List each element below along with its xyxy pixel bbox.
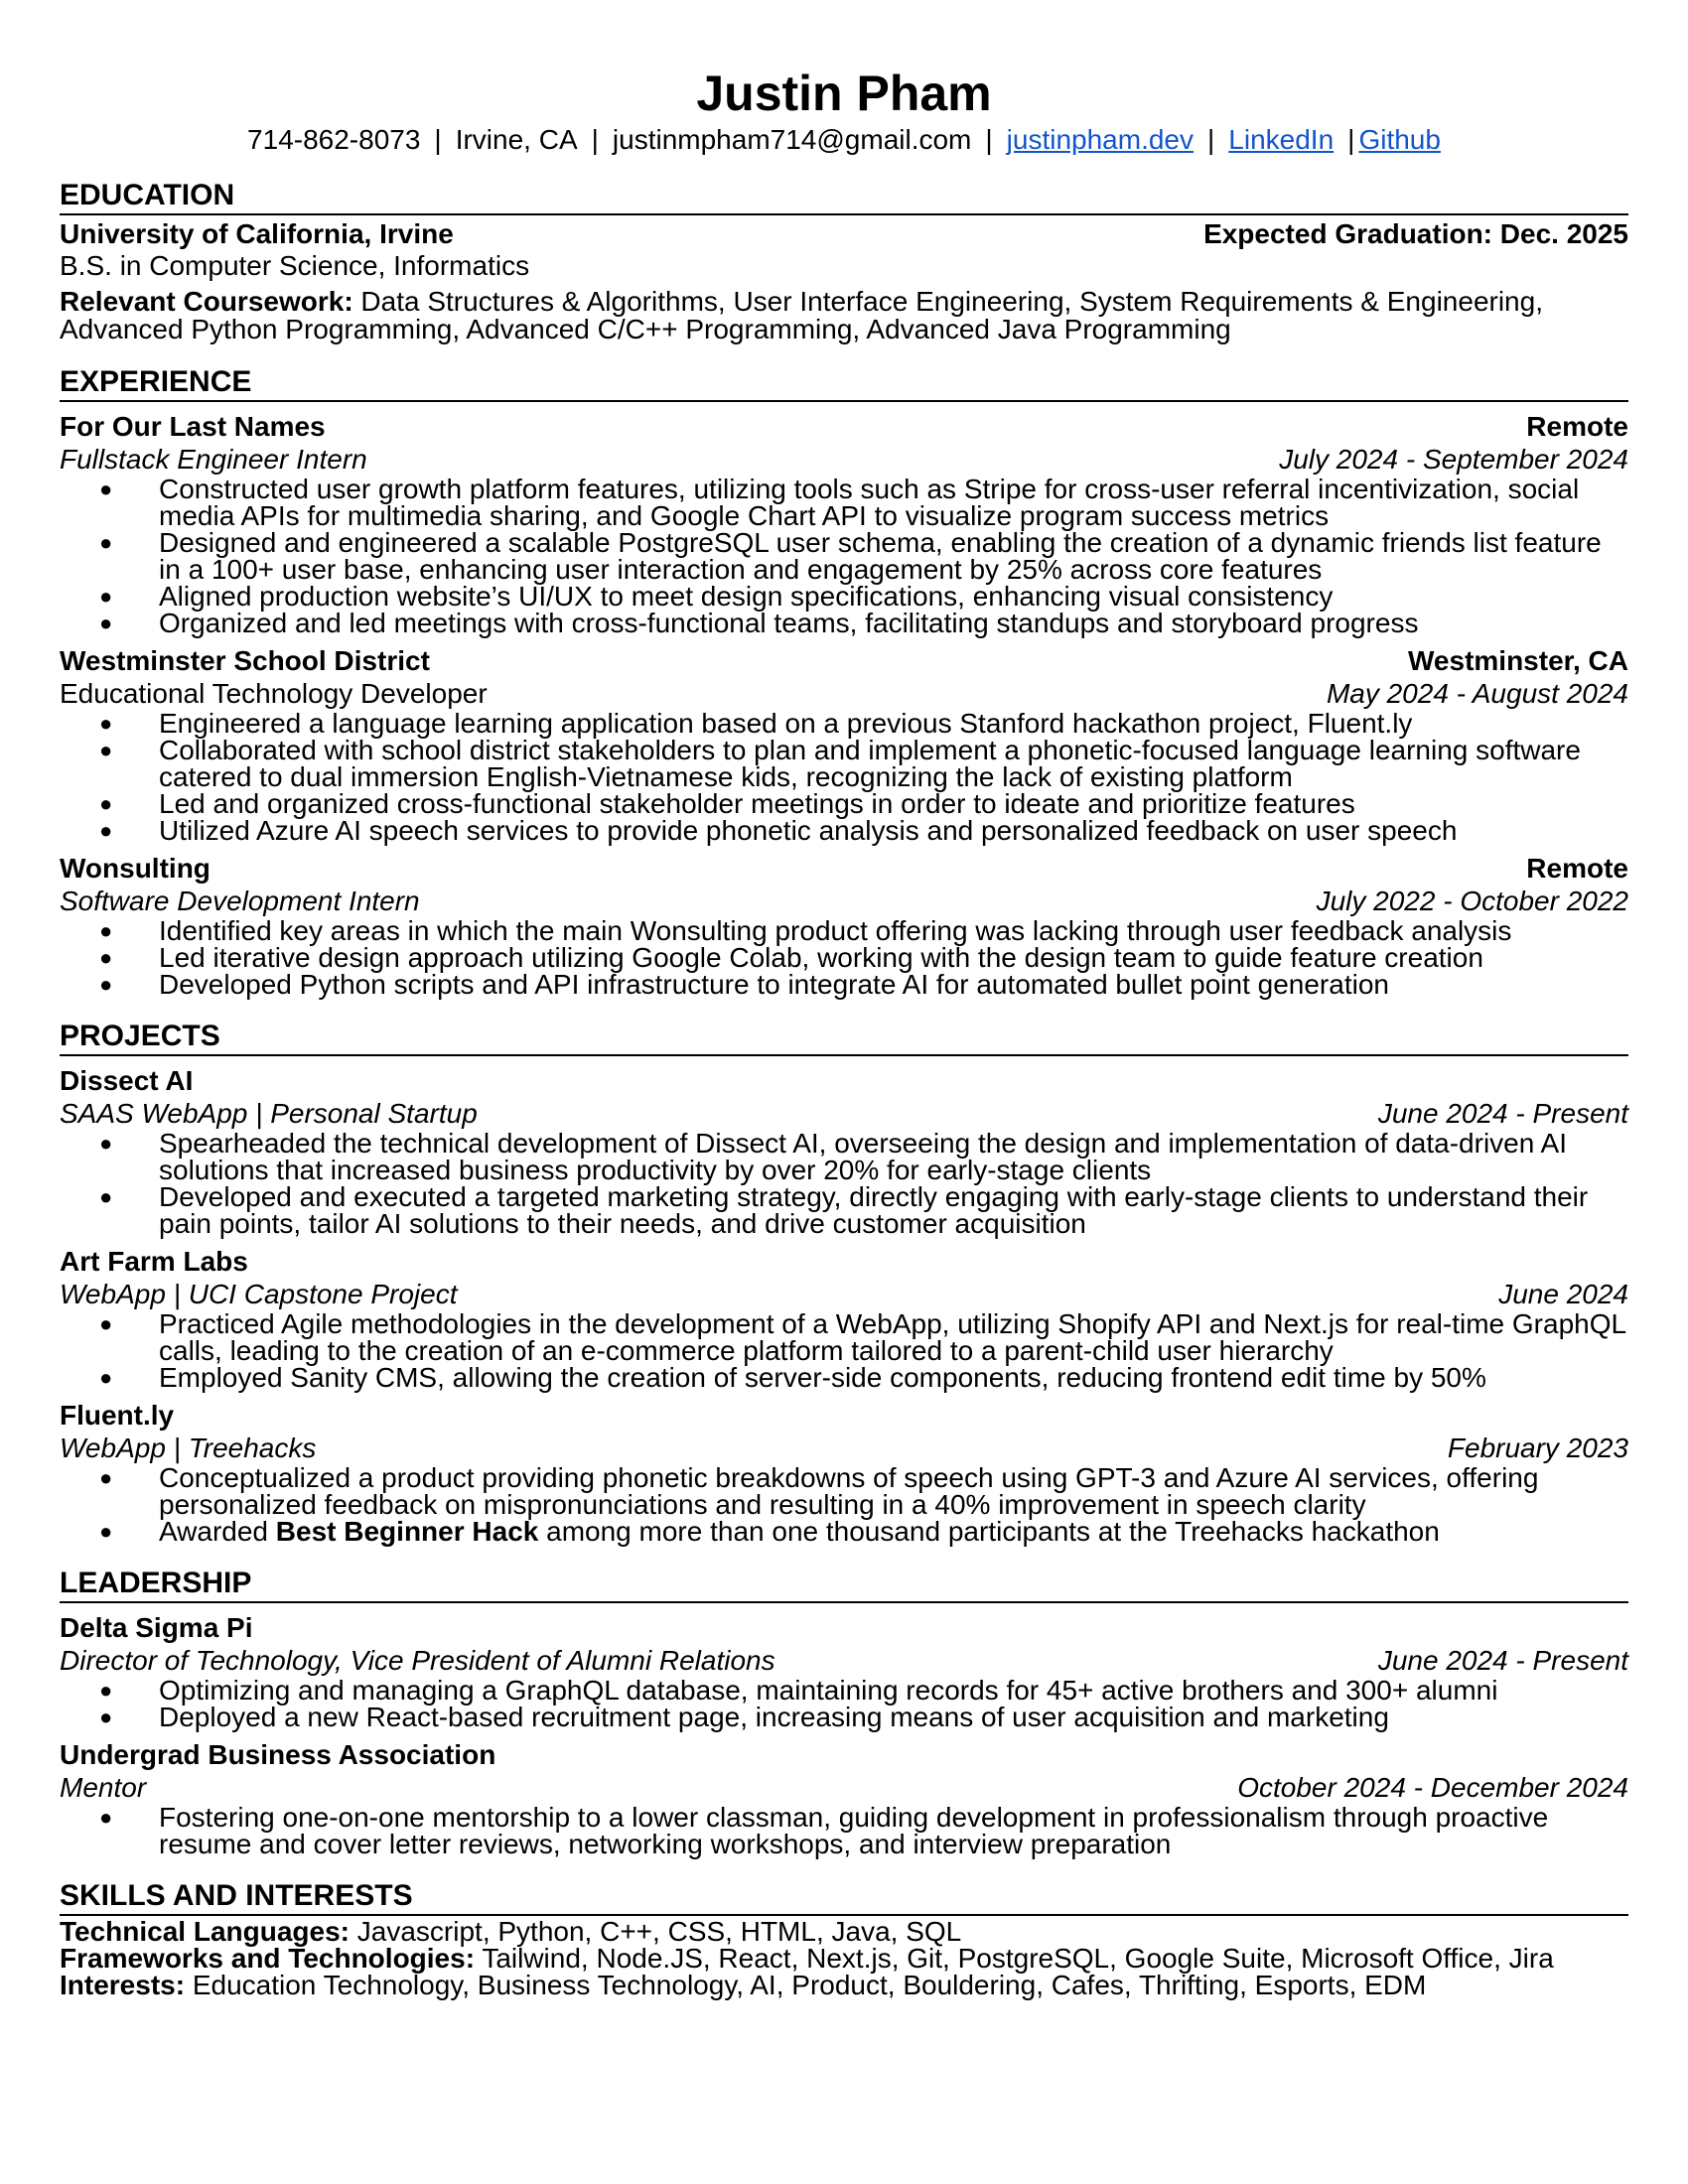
resume-page (60, 66, 1628, 1998)
bullet-item: ● Optimizing and managing a GraphQL database, maintaining records for 45+ active brothers and 300+ alumni (99, 1677, 1628, 1704)
skills-interests (60, 1972, 1628, 1998)
resume-header (60, 66, 1628, 157)
dates: June 2024 - Present (1377, 1645, 1628, 1676)
frameworks-list: Tailwind, Node.JS, React, Next.js, Git, PostgreSQL, Google Suite, Microsoft Office, Jira (482, 1943, 1554, 1974)
bullet-item: ● Practiced Agile methodologies in the development of a WebApp, utilizing Shopify API and Next.js for real-time GraphQL calls, leading to the creation of an e-commerce platform tailored to a parent-child user hierarchy (99, 1310, 1628, 1364)
skills-languages (60, 1918, 1628, 1945)
bullet-item-award (99, 1518, 1628, 1545)
role: Fullstack Engineer Intern (60, 444, 367, 475)
section-title: LEADERSHIP (60, 1567, 1628, 1603)
experience-entry (60, 852, 1628, 998)
project-subtitle: WebApp | UCI Capstone Project (60, 1279, 458, 1309)
linkedin-link[interactable]: LinkedIn (1228, 124, 1335, 155)
bullet-list (60, 917, 1628, 998)
separator: | (1347, 124, 1355, 155)
school-name: University of California, Irvine (60, 218, 454, 249)
role: Mentor (60, 1772, 147, 1803)
education-section (60, 179, 1628, 343)
bullet-item: ● Spearheaded the technical development of Dissect AI, overseeing the design and implementation of data-driven AI solutions that increased business productivity by over 20% for early-stage clients (99, 1130, 1628, 1183)
section-title: SKILLS AND INTERESTS (60, 1879, 1628, 1916)
entry-subheader (60, 885, 1628, 917)
dates: October 2024 - December 2024 (1237, 1772, 1628, 1803)
phone-number: 714-862-8073 (247, 124, 421, 155)
entry-header (60, 1399, 1628, 1432)
bullet-item: ● Developed Python scripts and API infrastructure to integrate AI for automated bullet point generation (99, 971, 1628, 998)
entry-location: Remote (1526, 853, 1628, 884)
entry-location: Westminster, CA (1408, 645, 1628, 676)
candidate-name: Justin Pham (696, 66, 992, 121)
bullet-item: ● Led iterative design approach utilizing Google Colab, working with the design team to guide feature creation (99, 944, 1628, 971)
dates: February 2023 (1447, 1433, 1628, 1463)
entry-header (60, 1611, 1628, 1644)
organization: Delta Sigma Pi (60, 1612, 253, 1643)
bullet-item: ● Identified key areas in which the main Wonsulting product offering was lacking through user feedback analysis (99, 917, 1628, 944)
organization: Westminster School District (60, 645, 430, 676)
bullet-item: ● Constructed user growth platform features, utilizing tools such as Stripe for cross-user referral incentivization, social media APIs for multimedia sharing, and Google Chart API to visualize program success metrics (99, 476, 1628, 529)
interests-label: Interests: (60, 1970, 186, 2000)
separator: | (591, 124, 599, 155)
bullet-list (60, 1677, 1628, 1730)
experience-entry (60, 644, 1628, 844)
entry-subheader (60, 1097, 1628, 1130)
dates: July 2022 - October 2022 (1316, 886, 1628, 916)
coursework-list: Data Structures & Algorithms, User Interface Engineering, System Requirements & Engineering, Advanced Python Programming, Advanced C/C++ Programming, Advanced Java Programming (60, 286, 1543, 344)
section-title: EDUCATION (60, 179, 1628, 215)
bullet-list (60, 1464, 1628, 1545)
projects-section (60, 1020, 1628, 1545)
degree: B.S. in Computer Science, Informatics (60, 250, 530, 281)
entry-header (60, 1738, 1628, 1771)
bullet-item: ● Deployed a new React-based recruitment page, increasing means of user acquisition and marketing (99, 1704, 1628, 1730)
role: Director of Technology, Vice President of Alumni Relations (60, 1645, 775, 1676)
bullet-item: ● Led and organized cross-functional stakeholder meetings in order to ideate and prioritize features (99, 790, 1628, 817)
frameworks-label: Frameworks and Technologies: (60, 1943, 476, 1974)
bullet-list (60, 476, 1628, 636)
entry-location: Remote (1526, 411, 1628, 442)
leadership-section (60, 1567, 1628, 1857)
separator: | (434, 124, 442, 155)
entry-header (60, 1064, 1628, 1097)
project-entry (60, 1399, 1628, 1545)
bullet-list (60, 1310, 1628, 1391)
email-address: justinmpham714@gmail.com (612, 124, 972, 155)
skills-frameworks (60, 1945, 1628, 1972)
project-name: Art Farm Labs (60, 1246, 248, 1277)
experience-entry (60, 410, 1628, 636)
location: Irvine, CA (455, 124, 578, 155)
entry-header (60, 410, 1628, 443)
coursework (60, 288, 1628, 343)
bullet-item: ● Organized and led meetings with cross-functional teams, facilitating standups and storyboard progress (99, 610, 1628, 636)
dates: June 2024 (1498, 1279, 1628, 1309)
bullet-list (60, 710, 1628, 844)
contact-line (60, 123, 1628, 157)
dates: July 2024 - September 2024 (1279, 444, 1628, 475)
bullet-item: ● Developed and executed a targeted marketing strategy, directly engaging with early-stage clients to understand their pain points, tailor AI solutions to their needs, and drive customer acquisition (99, 1183, 1628, 1237)
github-link[interactable]: Github (1358, 124, 1441, 155)
project-subtitle: SAAS WebApp | Personal Startup (60, 1098, 478, 1129)
entry-subheader (60, 1432, 1628, 1464)
organization: Wonsulting (60, 853, 211, 884)
award-prefix: Awarded (159, 1516, 269, 1547)
entry-subheader (60, 1771, 1628, 1804)
bullet-list (60, 1804, 1628, 1857)
dates: May 2024 - August 2024 (1326, 678, 1628, 709)
role: Educational Technology Developer (60, 678, 488, 709)
organization: Undergrad Business Association (60, 1739, 496, 1770)
entry-header (60, 644, 1628, 677)
languages-list: Javascript, Python, C++, CSS, HTML, Java, SQL (356, 1916, 962, 1947)
entry-header (60, 1245, 1628, 1278)
education-header-row (60, 217, 1628, 250)
bullet-list (60, 1130, 1628, 1237)
project-entry (60, 1064, 1628, 1237)
section-title: EXPERIENCE (60, 365, 1628, 402)
bullet-item: ● Collaborated with school district stakeholders to plan and implement a phonetic-focused language learning software catered to dual immersion English-Vietnamese kids, recognizing the lack of existing platform (99, 737, 1628, 790)
bullet-item: ● Utilized Azure AI speech services to provide phonetic analysis and personalized feedback on user speech (99, 817, 1628, 844)
website-link[interactable]: justinpham.dev (1006, 124, 1195, 155)
skills-section (60, 1879, 1628, 1998)
experience-section (60, 365, 1628, 998)
coursework-label: Relevant Coursework: (60, 286, 353, 317)
interests-list: Education Technology, Business Technology, AI, Product, Bouldering, Cafes, Thrifting, Esports, EDM (192, 1970, 1427, 2000)
entry-subheader (60, 1278, 1628, 1310)
project-name: Fluent.ly (60, 1400, 175, 1431)
section-title: PROJECTS (60, 1020, 1628, 1056)
languages-label: Technical Languages: (60, 1916, 350, 1947)
bullet-item: ● Engineered a language learning application based on a previous Stanford hackathon project, Fluent.ly (99, 710, 1628, 737)
bullet-item: ● Aligned production website’s UI/UX to meet design specifications, enhancing visual consistency (99, 583, 1628, 610)
role: Software Development Intern (60, 886, 420, 916)
leadership-entry (60, 1738, 1628, 1857)
dates: June 2024 - Present (1377, 1098, 1628, 1129)
award-name: Best Beginner Hack (275, 1516, 539, 1547)
entry-header (60, 852, 1628, 885)
leadership-entry (60, 1611, 1628, 1730)
project-subtitle: WebApp | Treehacks (60, 1433, 317, 1463)
award-suffix: among more than one thousand participants at the Treehacks hackathon (546, 1516, 1440, 1547)
separator: | (985, 124, 993, 155)
project-name: Dissect AI (60, 1065, 194, 1096)
project-entry (60, 1245, 1628, 1391)
bullet-item: ● Conceptualized a product providing phonetic breakdowns of speech using GPT-3 and Azure AI services, offering personalized feedback on mispronunciations and resulting in a 40% improvement in speech clarity (99, 1464, 1628, 1518)
separator: | (1207, 124, 1215, 155)
bullet-item: ● Employed Sanity CMS, allowing the creation of server-side components, reducing frontend edit time by 50% (99, 1364, 1628, 1391)
entry-subheader (60, 677, 1628, 710)
organization: For Our Last Names (60, 411, 326, 442)
entry-subheader (60, 443, 1628, 476)
bullet-item: ● Fostering one-on-one mentorship to a lower classman, guiding development in professionalism through proactive resume and cover letter reviews, networking workshops, and interview preparation (99, 1804, 1628, 1857)
graduation-date: Expected Graduation: Dec. 2025 (1203, 218, 1628, 249)
bullet-item: ● Designed and engineered a scalable PostgreSQL user schema, enabling the creation of a dynamic friends list feature in a 100+ user base, enhancing user interaction and engagement by 25% across core features (99, 529, 1628, 583)
entry-subheader (60, 1644, 1628, 1677)
